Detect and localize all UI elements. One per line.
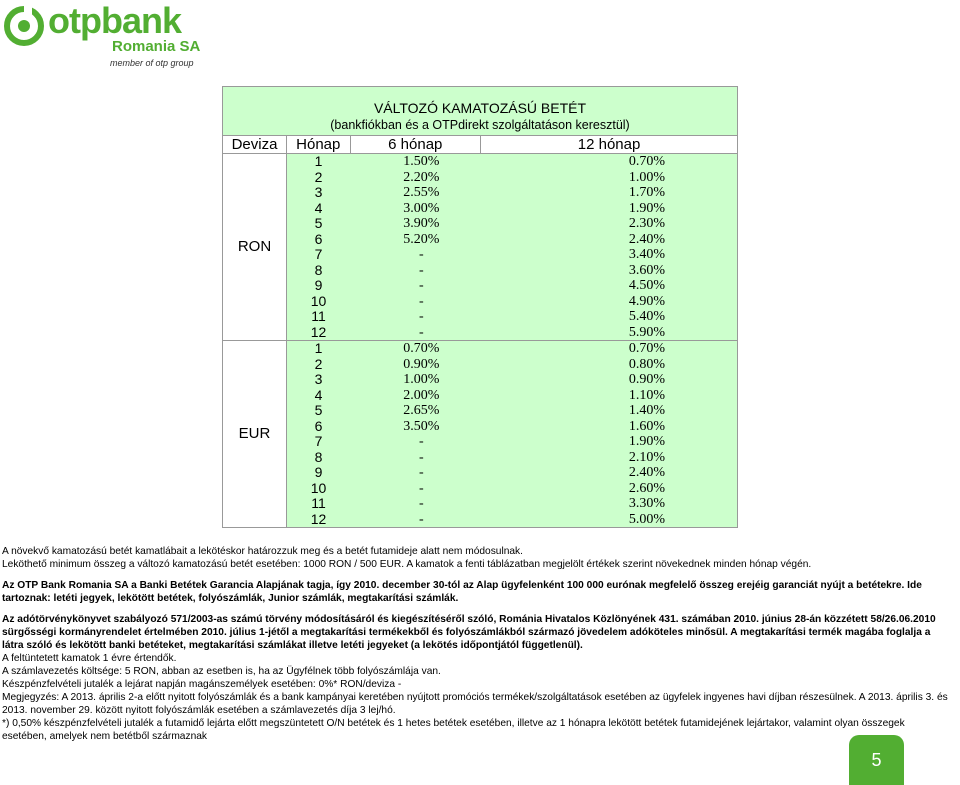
- rate-6-month-cell: -: [350, 496, 481, 512]
- month-cell: 7: [287, 434, 351, 450]
- header-currency: Deviza: [223, 136, 287, 154]
- table-row: [223, 450, 738, 466]
- table-row: [223, 216, 738, 232]
- rate-12-month-cell: 2.60%: [481, 481, 738, 497]
- rate-12-month-cell: 1.10%: [481, 388, 738, 404]
- note-deposit-guarantee: Az OTP Bank Romania SA a Banki Betétek Garancia Alapjának tagja, így 2010. december 30-tól az Alap ügyfelenként 100 000 eurónak megfelelő összeg erejéig garanciát nyújt a betétekre. Ide tartoznak: letéti jegyek, lekötött betétek, folyószámlák, Junior számlák, megtakarítási számlák.: [2, 580, 922, 604]
- rate-12-month-cell: 1.90%: [481, 434, 738, 450]
- table-row: [223, 465, 738, 481]
- currency-cell: EUR: [223, 341, 287, 528]
- rate-6-month-cell: -: [350, 278, 481, 294]
- table-row: [223, 357, 738, 373]
- rate-12-month-cell: 0.80%: [481, 357, 738, 373]
- table-row: [223, 263, 738, 279]
- month-cell: 7: [287, 247, 351, 263]
- month-cell: 2: [287, 357, 351, 373]
- rate-6-month-cell: 3.50%: [350, 419, 481, 435]
- otp-logo-icon: [4, 6, 44, 46]
- table-header-row: [223, 136, 738, 154]
- table-row: [223, 341, 738, 357]
- rate-6-month-cell: -: [350, 481, 481, 497]
- rate-6-month-cell: 2.65%: [350, 403, 481, 419]
- month-cell: 9: [287, 278, 351, 294]
- table-row: [223, 434, 738, 450]
- rate-12-month-cell: 2.30%: [481, 216, 738, 232]
- header-month: Hónap: [287, 136, 351, 154]
- rate-12-month-cell: 1.00%: [481, 170, 738, 186]
- table-row: [223, 201, 738, 217]
- rate-12-month-cell: 4.90%: [481, 294, 738, 310]
- table-row: [223, 154, 738, 170]
- table-title-cell: [223, 87, 738, 136]
- month-cell: 11: [287, 496, 351, 512]
- month-cell: 10: [287, 294, 351, 310]
- rate-12-month-cell: 5.90%: [481, 325, 738, 341]
- month-cell: 9: [287, 465, 351, 481]
- note-annual-rates: A feltüntetett kamatok 1 évre értendők.: [2, 653, 177, 664]
- rate-6-month-cell: -: [350, 309, 481, 325]
- month-cell: 6: [287, 419, 351, 435]
- month-cell: 3: [287, 372, 351, 388]
- month-cell: 6: [287, 232, 351, 248]
- table-row: [223, 185, 738, 201]
- table-row: [223, 388, 738, 404]
- rate-12-month-cell: 0.90%: [481, 372, 738, 388]
- month-cell: 10: [287, 481, 351, 497]
- note-minimum-amount: Leköthető minimum összeg a változó kamatozású betét esetében: 1000 RON / 500 EUR. A kamatok a fenti táblázatban megjelölt értékek szerint növekednek minden hónap végén.: [2, 559, 812, 570]
- footnotes: [2, 545, 952, 743]
- ron-rate-group: [223, 154, 738, 341]
- rate-6-month-cell: 5.20%: [350, 232, 481, 248]
- page-number-badge: 5: [849, 735, 904, 785]
- month-cell: 8: [287, 263, 351, 279]
- rate-12-month-cell: 2.10%: [481, 450, 738, 466]
- table-subtitle: (bankfiókban és a OTPdirekt szolgáltatáson keresztül): [330, 117, 630, 132]
- note-asterisk: *) 0,50% készpénzfelvételi jutalék a futamidő lejárta előtt megszüntetett O/N betétek és 1 hetes betétek esetében, illetve az 1 hónapra lekötött betétek futamidejének lejártakor, valamint olyan összegek esetében, amelyek nem betétből származnak: [2, 718, 905, 742]
- rate-6-month-cell: 3.90%: [350, 216, 481, 232]
- eur-rate-group: [223, 341, 738, 528]
- rate-12-month-cell: 4.50%: [481, 278, 738, 294]
- month-cell: 12: [287, 325, 351, 341]
- month-cell: 4: [287, 388, 351, 404]
- rate-12-month-cell: 1.90%: [481, 201, 738, 217]
- table-row: [223, 496, 738, 512]
- table-row: [223, 278, 738, 294]
- month-cell: 5: [287, 216, 351, 232]
- rate-6-month-cell: 0.70%: [350, 341, 481, 357]
- logo-brand-text: otpbank: [48, 0, 181, 41]
- month-cell: 8: [287, 450, 351, 466]
- rate-12-month-cell: 1.70%: [481, 185, 738, 201]
- month-cell: 5: [287, 403, 351, 419]
- rate-6-month-cell: -: [350, 294, 481, 310]
- rate-6-month-cell: -: [350, 247, 481, 263]
- table-row: [223, 512, 738, 528]
- rate-12-month-cell: 3.30%: [481, 496, 738, 512]
- month-cell: 12: [287, 512, 351, 528]
- logo-member-text: member of otp group: [110, 58, 194, 68]
- header-12-month: 12 hónap: [481, 136, 738, 154]
- rate-6-month-cell: 2.00%: [350, 388, 481, 404]
- note-withdrawal-fee: Készpénzfelvételi jutalék a lejárat napján magánszemélyek esetében: 0%* RON/deviza -: [2, 679, 402, 690]
- rate-6-month-cell: 3.00%: [350, 201, 481, 217]
- table-row: [223, 170, 738, 186]
- rate-6-month-cell: -: [350, 434, 481, 450]
- rate-6-month-cell: 1.00%: [350, 372, 481, 388]
- interest-rate-table: [222, 86, 738, 528]
- rate-12-month-cell: 2.40%: [481, 232, 738, 248]
- rate-6-month-cell: -: [350, 465, 481, 481]
- rate-6-month-cell: 2.55%: [350, 185, 481, 201]
- rate-12-month-cell: 5.00%: [481, 512, 738, 528]
- rate-6-month-cell: -: [350, 263, 481, 279]
- note-tax: Az adótörvénykönyvet szabályozó 571/2003-as számú törvény módosításáról és kiegészítéséről szóló, Románia Hivatalos Közlönyének 431. számában 2010. június 28-án közzétett 58/26.06.2010 sürgősségi kormányrendelet értelmében 2010. július 1-jétől a megtakarítási termékekből és folyószámlákból származó jövedelem adóköteles minősül. A megtakarítási termék magába foglalja a látra szóló és lekötött banki betéteket, megtakarítási számlákat illetve letéti jegyeket (a lekötés időpontjától függetlenül).: [2, 614, 936, 651]
- note-remark: Megjegyzés: A 2013. április 2-a előtt nyitott folyószámlák és a bank kampányai keretében nyújtott promóciós termékek/szolgáltatások esetében az ügyfelek ingyenes havi díjban részesülnek. A 2013. április 3. és 2013. november 29. között nyitott folyószámlák esetében a számlavezetés díja 3 lej/hó.: [2, 692, 948, 716]
- rate-6-month-cell: -: [350, 325, 481, 341]
- table-row: [223, 419, 738, 435]
- rate-6-month-cell: 2.20%: [350, 170, 481, 186]
- month-cell: 1: [287, 154, 351, 170]
- month-cell: 1: [287, 341, 351, 357]
- table-row: [223, 232, 738, 248]
- header-6-month: 6 hónap: [350, 136, 481, 154]
- table-row: [223, 481, 738, 497]
- rate-12-month-cell: 3.60%: [481, 263, 738, 279]
- rate-12-month-cell: 2.40%: [481, 465, 738, 481]
- rate-6-month-cell: -: [350, 450, 481, 466]
- rate-12-month-cell: 5.40%: [481, 309, 738, 325]
- table-row: [223, 325, 738, 341]
- rate-12-month-cell: 1.60%: [481, 419, 738, 435]
- table-row: [223, 372, 738, 388]
- rate-12-month-cell: 3.40%: [481, 247, 738, 263]
- otp-bank-logo: [4, 0, 214, 68]
- note-account-fee: A számlavezetés költsége: 5 RON, abban az esetben is, ha az Ügyfélnek több folyószámlája van.: [2, 666, 441, 677]
- month-cell: 4: [287, 201, 351, 217]
- logo-subtitle: Romania SA: [112, 38, 201, 55]
- table-row: [223, 294, 738, 310]
- rate-12-month-cell: 1.40%: [481, 403, 738, 419]
- rate-6-month-cell: -: [350, 512, 481, 528]
- month-cell: 3: [287, 185, 351, 201]
- month-cell: 2: [287, 170, 351, 186]
- table-row: [223, 309, 738, 325]
- rate-6-month-cell: 1.50%: [350, 154, 481, 170]
- month-cell: 11: [287, 309, 351, 325]
- rate-12-month-cell: 0.70%: [481, 341, 738, 357]
- table-row: [223, 403, 738, 419]
- currency-cell: RON: [223, 154, 287, 341]
- rate-12-month-cell: 0.70%: [481, 154, 738, 170]
- note-rate-fixed: A növekvő kamatozású betét kamatlábait a lekötéskor határozzuk meg és a betét futamideje alatt nem módosulnak.: [2, 546, 523, 557]
- table-row: [223, 247, 738, 263]
- table-title: VÁLTOZÓ KAMATOZÁSÚ BETÉT: [373, 100, 587, 116]
- rate-6-month-cell: 0.90%: [350, 357, 481, 373]
